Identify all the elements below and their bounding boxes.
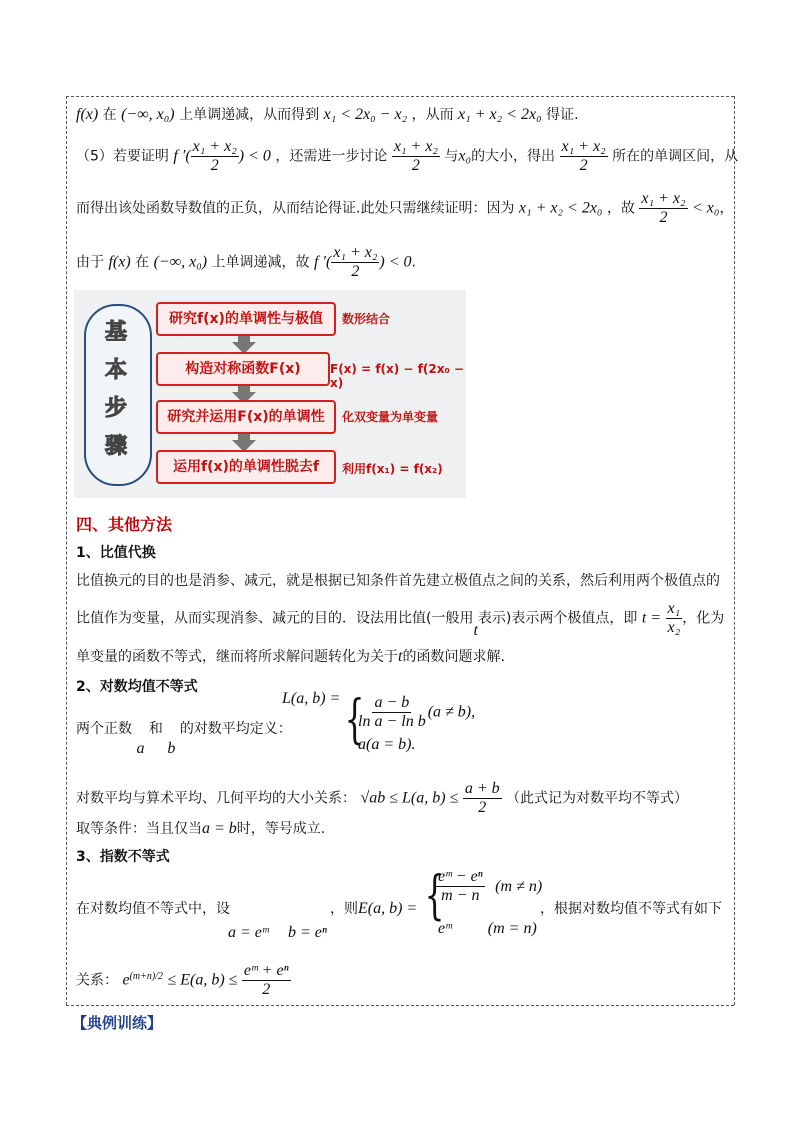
s1-line-3: 单变量的函数不等式，继而将所求解问题转化为关于t的函数问题求解.	[76, 648, 505, 665]
subsection-2-title: 2、对数均值不等式	[76, 679, 198, 695]
box-line-4: 由于 f(x) 在 (−∞, x₀) 上单调递减，故 f ′( $\frac{\text{x₁ + x₂}}{2}$ ) < 0.	[76, 244, 416, 280]
step-1-note: 数形结合	[342, 312, 391, 326]
step-3-note: 化双变量为单变量	[342, 410, 439, 424]
s2-line-2: 对数平均与算术平均、几何平均的大小关系： √ab ≤ L(a, b) ≤ $\frac{a + b}{2}$ （此式记为对数平均不等式）	[76, 780, 689, 816]
frame-top-border	[66, 96, 734, 97]
fraction: $\frac{\text{x₁ + x₂}}{2}$	[192, 138, 237, 174]
log-mean-case-2: a(a = b).	[358, 736, 416, 753]
typical-examples-label: 【典例训练】	[72, 1014, 163, 1032]
exp-mean-case-2: eᵐ (m = n)	[438, 920, 537, 937]
basic-steps-diagram	[74, 290, 466, 498]
b-equals-en: b = eⁿ	[288, 924, 327, 941]
s1-line-1: 比值换元的目的也是消参、减元，就是根据已知条件首先建立极值点之间的关系，然后利用两个极值点的	[76, 573, 720, 589]
step-4-note: 利用f(x₁) = f(x₂)	[342, 462, 443, 476]
box-line-1: f(x) 在 (−∞, x₀) 上单调递减，从而得到 x₁ < 2x₀ − x₂ ，从而 x₁ + x₂ < 2x₀ 得证.	[76, 106, 579, 123]
s3-line-1-tail: ，根据对数均值不等式有如下	[540, 901, 722, 917]
fraction: $\frac{\text{x₁ + x₂}}{2}$	[561, 138, 606, 174]
fraction: $\frac{\text{x₁ + x₂}}{2}$	[393, 138, 438, 174]
log-mean-definition: L(a, b) =	[282, 690, 341, 707]
brace-icon: {	[344, 690, 365, 750]
step-2-box: 构造对称函数F(x)	[156, 352, 330, 386]
fraction: $\frac{\text{x₁ + x₂}}{2}$	[333, 244, 378, 280]
section-4-title: 四、其他方法	[76, 515, 173, 534]
box-line-3: 而得出该处函数导数值的正负，从而结论得证.此处只需继续证明：因为 x₁ + x₂ < 2x₀ ，故 $\frac{\text{x₁ + x₂}}{2}$ < x₀，	[76, 190, 734, 226]
s3-line-2: 关系： $e^{(m+n)/2} \le E(a$, b) ≤ $\frac{\text{eᵐ + eⁿ}}{2}$	[76, 962, 289, 998]
log-mean-case-1: $\frac{a - b}{\text{ln a − ln b}}$ (a ≠ b),	[358, 694, 476, 730]
s2-line-3: 取等条件：当且仅当a = b时，等号成立.	[76, 820, 326, 837]
step-1-box: 研究f(x)的单调性与极值	[156, 302, 336, 336]
s3-line-1: 在对数均值不等式中，设	[76, 901, 230, 917]
brace-icon: {	[424, 866, 445, 926]
box-line-2: （5）若要证明 f ′( $\frac{\text{x₁ + x₂}}{2}$ ) < 0 ，还需进一步讨论 $\frac{\text{x₁ + x₂}}{2}$ 与x₀的大小，得出 $\frac{\text{x₁ + x₂}}{2}$ 所在的单调区间，从	[76, 138, 739, 174]
s2-line-1: 两个正数 a 和 b 的对数平均定义：	[76, 721, 292, 757]
frame-left-border	[66, 96, 67, 1005]
fraction: $\frac{\text{x₁ + x₂}}{2}$	[641, 190, 686, 226]
frame-bottom-border	[66, 1005, 734, 1006]
step-4-box: 运用f(x)的单调性脱去f	[156, 450, 336, 484]
subsection-3-title: 3、指数不等式	[76, 849, 170, 865]
step-3-box: 研究并运用F(x)的单调性	[156, 400, 336, 434]
fraction: $\frac{\text{x₁}}{\text{x₂}}$	[667, 600, 681, 636]
a-equals-em: a = eᵐ	[228, 924, 269, 941]
step-2-note: F(x) = f(x) − f(2x₀ − x)	[330, 362, 464, 390]
frame-right-border	[734, 96, 735, 1005]
s1-line-2: 比值作为变量，从而实现消参、减元的目的．设法用比值(一般用t表示)表示两个极值点，即 t = $\frac{\text{x₁}}{\text{x₂}}$ ，化为	[76, 600, 725, 639]
s3-then: ，则E(a, b) =	[330, 900, 418, 917]
steps-circle-text: 基 本 步 骤	[104, 320, 127, 459]
exp-mean-case-1: $\frac{\text{eᵐ − eⁿ}}{m - n}$ (m ≠ n)	[438, 868, 543, 904]
subsection-1-title: 1、比值代换	[76, 545, 156, 561]
